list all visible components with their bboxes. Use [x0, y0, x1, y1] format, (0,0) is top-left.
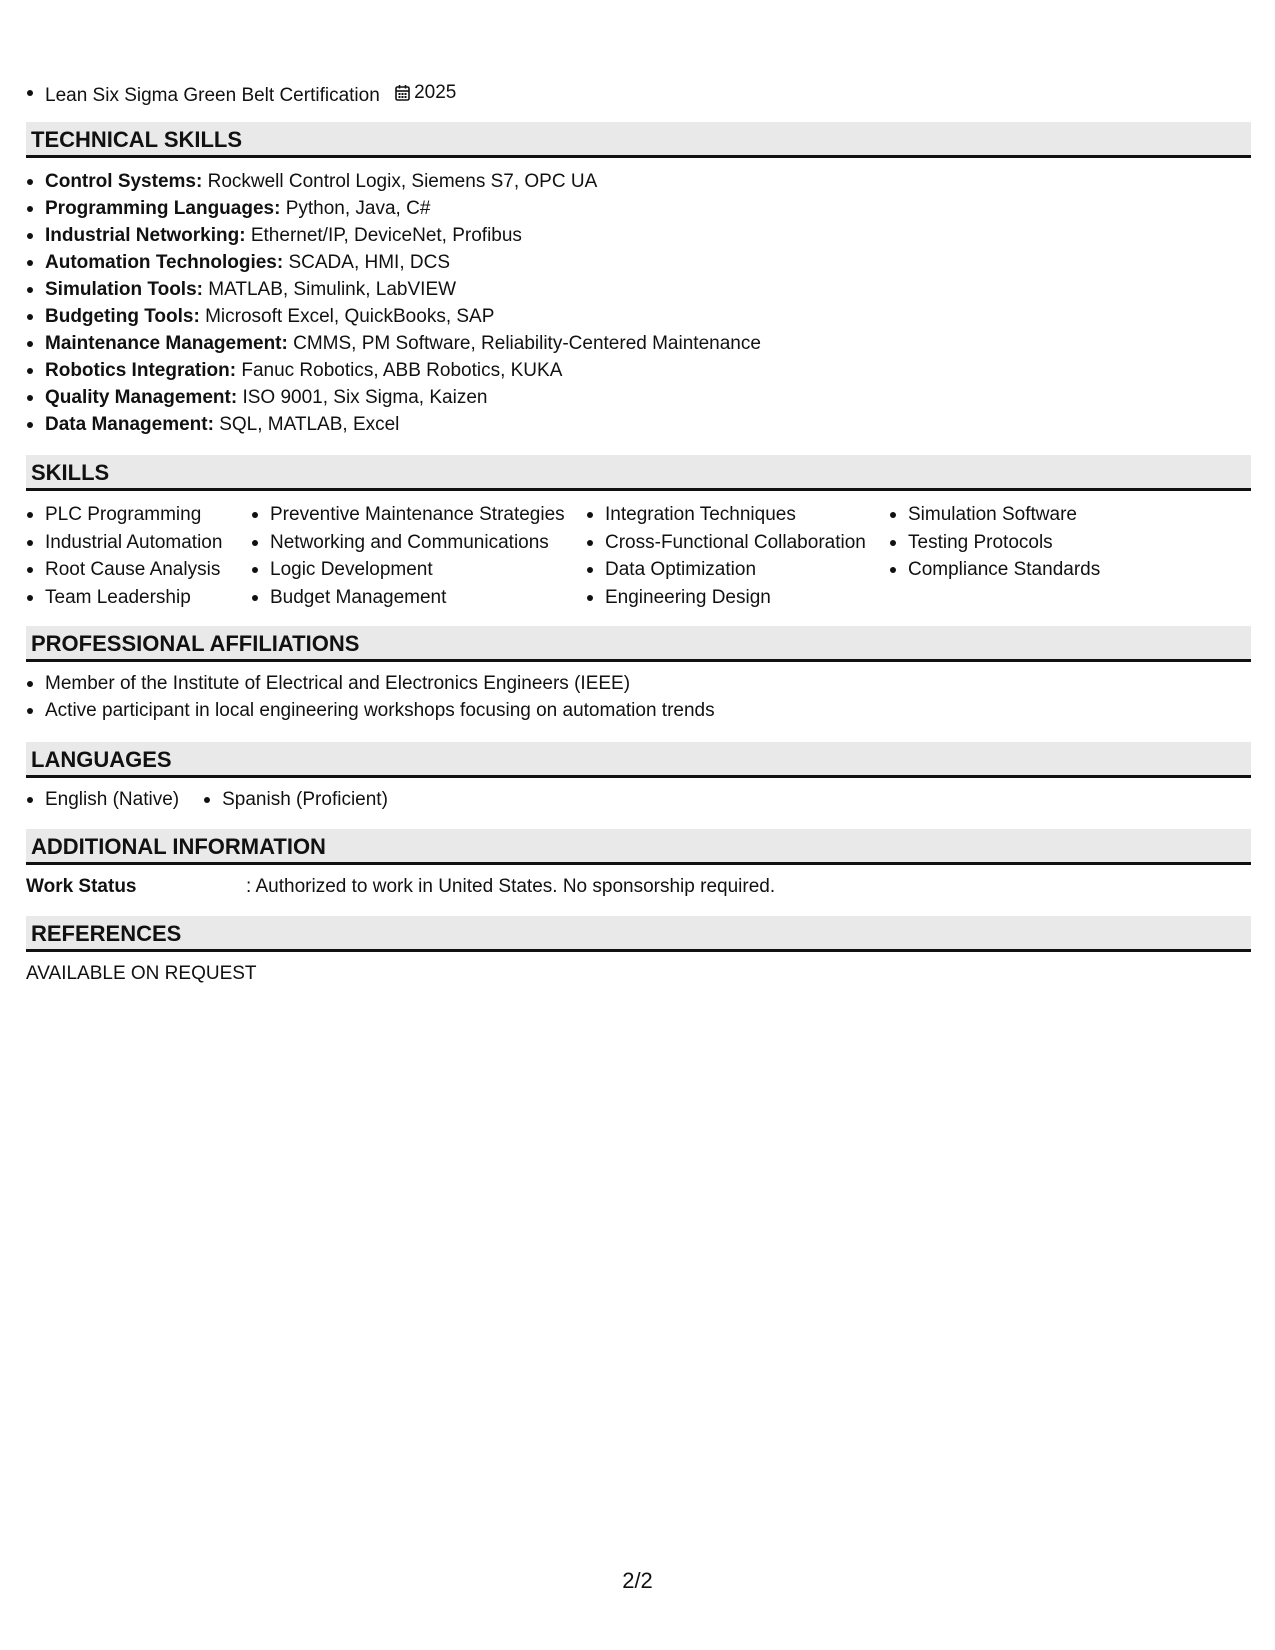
- technical-skill-value: ISO 9001, Six Sigma, Kaizen: [242, 387, 488, 408]
- affiliations-list: [26, 670, 715, 724]
- certification-year: 2025: [414, 82, 457, 103]
- skill-item: Data Optimization: [586, 556, 866, 584]
- affiliation-item: Member of the Institute of Electrical and Electronics Engineers (IEEE): [26, 670, 715, 697]
- skill-item: Preventive Maintenance Strategies: [251, 501, 565, 529]
- technical-skill-label: Automation Technologies:: [45, 252, 284, 273]
- technical-skill-label: Control Systems:: [45, 171, 203, 192]
- section-header-languages: [26, 742, 1251, 778]
- skill-item: Logic Development: [251, 556, 565, 584]
- skill-item: Simulation Software: [889, 501, 1100, 529]
- skill-item: Networking and Communications: [251, 529, 565, 557]
- skill-item: Team Leadership: [26, 584, 222, 612]
- work-status-value: : Authorized to work in United States. No sponsorship required.: [246, 876, 776, 897]
- technical-skill-item: [26, 168, 761, 195]
- skills-column: [251, 501, 565, 611]
- technical-skill-item: [26, 276, 761, 303]
- skill-item: Testing Protocols: [889, 529, 1100, 557]
- calendar-icon: [395, 84, 410, 101]
- technical-skill-item: [26, 222, 761, 249]
- work-status-label: Work Status: [26, 876, 137, 897]
- language-item: English (Native): [26, 786, 179, 813]
- section-title: SKILLS: [31, 460, 110, 485]
- technical-skill-item: [26, 357, 761, 384]
- skill-item: Integration Techniques: [586, 501, 866, 529]
- technical-skill-value: Ethernet/IP, DeviceNet, Profibus: [250, 225, 522, 246]
- section-header-additional-information: [26, 829, 1251, 865]
- certification-date: [395, 79, 456, 106]
- affiliation-item: Active participant in local engineering workshops focusing on automation trends: [26, 697, 715, 724]
- skill-item: Engineering Design: [586, 584, 866, 612]
- skill-item: Budget Management: [251, 584, 565, 612]
- technical-skill-value: Python, Java, C#: [285, 198, 431, 219]
- technical-skill-item: [26, 195, 761, 222]
- languages-list: [26, 786, 412, 813]
- technical-skill-item: [26, 411, 761, 438]
- technical-skill-label: Data Management:: [45, 414, 214, 435]
- skills-column: [889, 501, 1100, 584]
- technical-skill-item: [26, 303, 761, 330]
- technical-skill-value: Fanuc Robotics, ABB Robotics, KUKA: [241, 360, 563, 381]
- technical-skill-item: [26, 384, 761, 411]
- references-text: AVAILABLE ON REQUEST: [26, 963, 257, 984]
- technical-skill-value: SQL, MATLAB, Excel: [219, 414, 400, 435]
- technical-skill-label: Budgeting Tools:: [45, 306, 200, 327]
- technical-skill-item: [26, 330, 761, 357]
- certification-name: Lean Six Sigma Green Belt Certification: [45, 85, 380, 106]
- certification-item: [26, 79, 456, 106]
- technical-skill-value: Microsoft Excel, QuickBooks, SAP: [205, 306, 495, 327]
- technical-skill-label: Maintenance Management:: [45, 333, 288, 354]
- skills-column: [586, 501, 866, 611]
- work-status-row: [26, 873, 775, 900]
- skill-item: PLC Programming: [26, 501, 222, 529]
- certifications-list: [26, 79, 456, 106]
- section-title: PROFESSIONAL AFFILIATIONS: [31, 631, 360, 656]
- technical-skill-value: SCADA, HMI, DCS: [288, 252, 451, 273]
- section-header-skills: [26, 455, 1251, 491]
- section-header-technical-skills: [26, 122, 1251, 158]
- technical-skill-value: MATLAB, Simulink, LabVIEW: [208, 279, 457, 300]
- technical-skill-label: Robotics Integration:: [45, 360, 237, 381]
- page-number: 2/2: [622, 1568, 653, 1593]
- technical-skills-list: [26, 168, 761, 438]
- technical-skill-label: Programming Languages:: [45, 198, 281, 219]
- section-title: ADDITIONAL INFORMATION: [31, 834, 326, 859]
- skill-item: Industrial Automation: [26, 529, 222, 557]
- section-header-professional-affiliations: [26, 626, 1251, 662]
- technical-skill-item: [26, 249, 761, 276]
- technical-skill-label: Simulation Tools:: [45, 279, 203, 300]
- section-title: LANGUAGES: [31, 747, 172, 772]
- section-title: REFERENCES: [31, 921, 182, 946]
- section-header-references: [26, 916, 1251, 952]
- technical-skill-value: CMMS, PM Software, Reliability-Centered Maintenance: [293, 333, 761, 354]
- technical-skill-label: Industrial Networking:: [45, 225, 246, 246]
- skill-item: Root Cause Analysis: [26, 556, 222, 584]
- language-item: Spanish (Proficient): [203, 786, 388, 813]
- section-title: TECHNICAL SKILLS: [31, 127, 243, 152]
- skill-item: Compliance Standards: [889, 556, 1100, 584]
- technical-skill-label: Quality Management:: [45, 387, 238, 408]
- technical-skill-value: Rockwell Control Logix, Siemens S7, OPC UA: [207, 171, 598, 192]
- skill-item: Cross-Functional Collaboration: [586, 529, 866, 557]
- skills-column: [26, 501, 222, 611]
